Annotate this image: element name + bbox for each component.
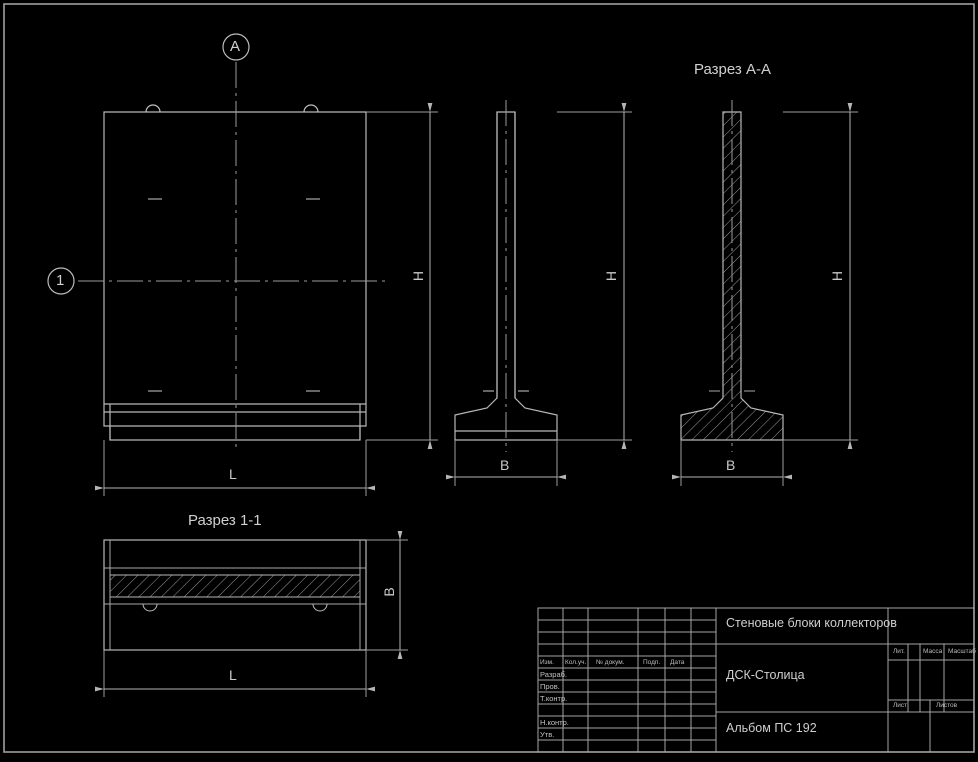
view-section-aa xyxy=(681,100,783,452)
section-aa-title: Разрез А-А xyxy=(694,61,771,78)
section-11-dimensions xyxy=(104,540,408,697)
title-block-role-utv: Утв. xyxy=(540,730,555,739)
title-block-col-podp: Подп. xyxy=(643,659,661,666)
front-height-dim-label: H xyxy=(410,270,426,282)
title-block-scale-header: Масштаб xyxy=(948,648,976,655)
section-mark-a-label: А xyxy=(230,38,241,55)
title-block-role-prov: Пров. xyxy=(540,682,560,691)
side-width-dim-label: B xyxy=(500,457,510,473)
title-block-role-nkontr: Н.контр. xyxy=(540,718,569,727)
section-mark-1-label: 1 xyxy=(56,272,65,289)
title-block-sheets-header: Листов xyxy=(936,702,958,709)
title-block-col-docnum: № докум. xyxy=(596,659,625,666)
title-block-company: ДСК-Столица xyxy=(726,668,805,682)
section-11-title: Разрез 1-1 xyxy=(188,512,262,529)
view-side xyxy=(455,100,557,452)
front-dimensions xyxy=(104,112,438,496)
side-height-dim-label: H xyxy=(603,270,619,282)
title-block-sheet-header: Лист xyxy=(893,702,908,709)
section-aa-width-dim-label: B xyxy=(726,457,736,473)
title-block-product: Стеновые блоки коллекторов xyxy=(726,616,897,630)
section-aa-height-dim-label: H xyxy=(829,270,845,282)
title-block-role-razrab: Разраб. xyxy=(540,670,568,679)
section-11-length-dim-label: L xyxy=(229,667,237,683)
side-dimensions xyxy=(455,112,632,486)
section-11-width-dim-label: B xyxy=(381,587,397,597)
sheet-border xyxy=(4,4,974,752)
title-block-col-koluch: Кол.уч. xyxy=(565,659,587,666)
title-block-mass-header: Масса xyxy=(923,648,943,655)
title-block-lit-header: Лит. xyxy=(893,648,905,655)
title-block-album: Альбом ПС 192 xyxy=(726,721,817,735)
title-block-col-data: Дата xyxy=(670,659,685,666)
title-block-col-izm: Изм. xyxy=(540,659,554,666)
title-block-role-tkontr: Т.контр. xyxy=(540,694,568,703)
view-section-11 xyxy=(104,540,366,650)
view-front xyxy=(48,34,390,452)
front-length-dim-label: L xyxy=(229,466,237,482)
